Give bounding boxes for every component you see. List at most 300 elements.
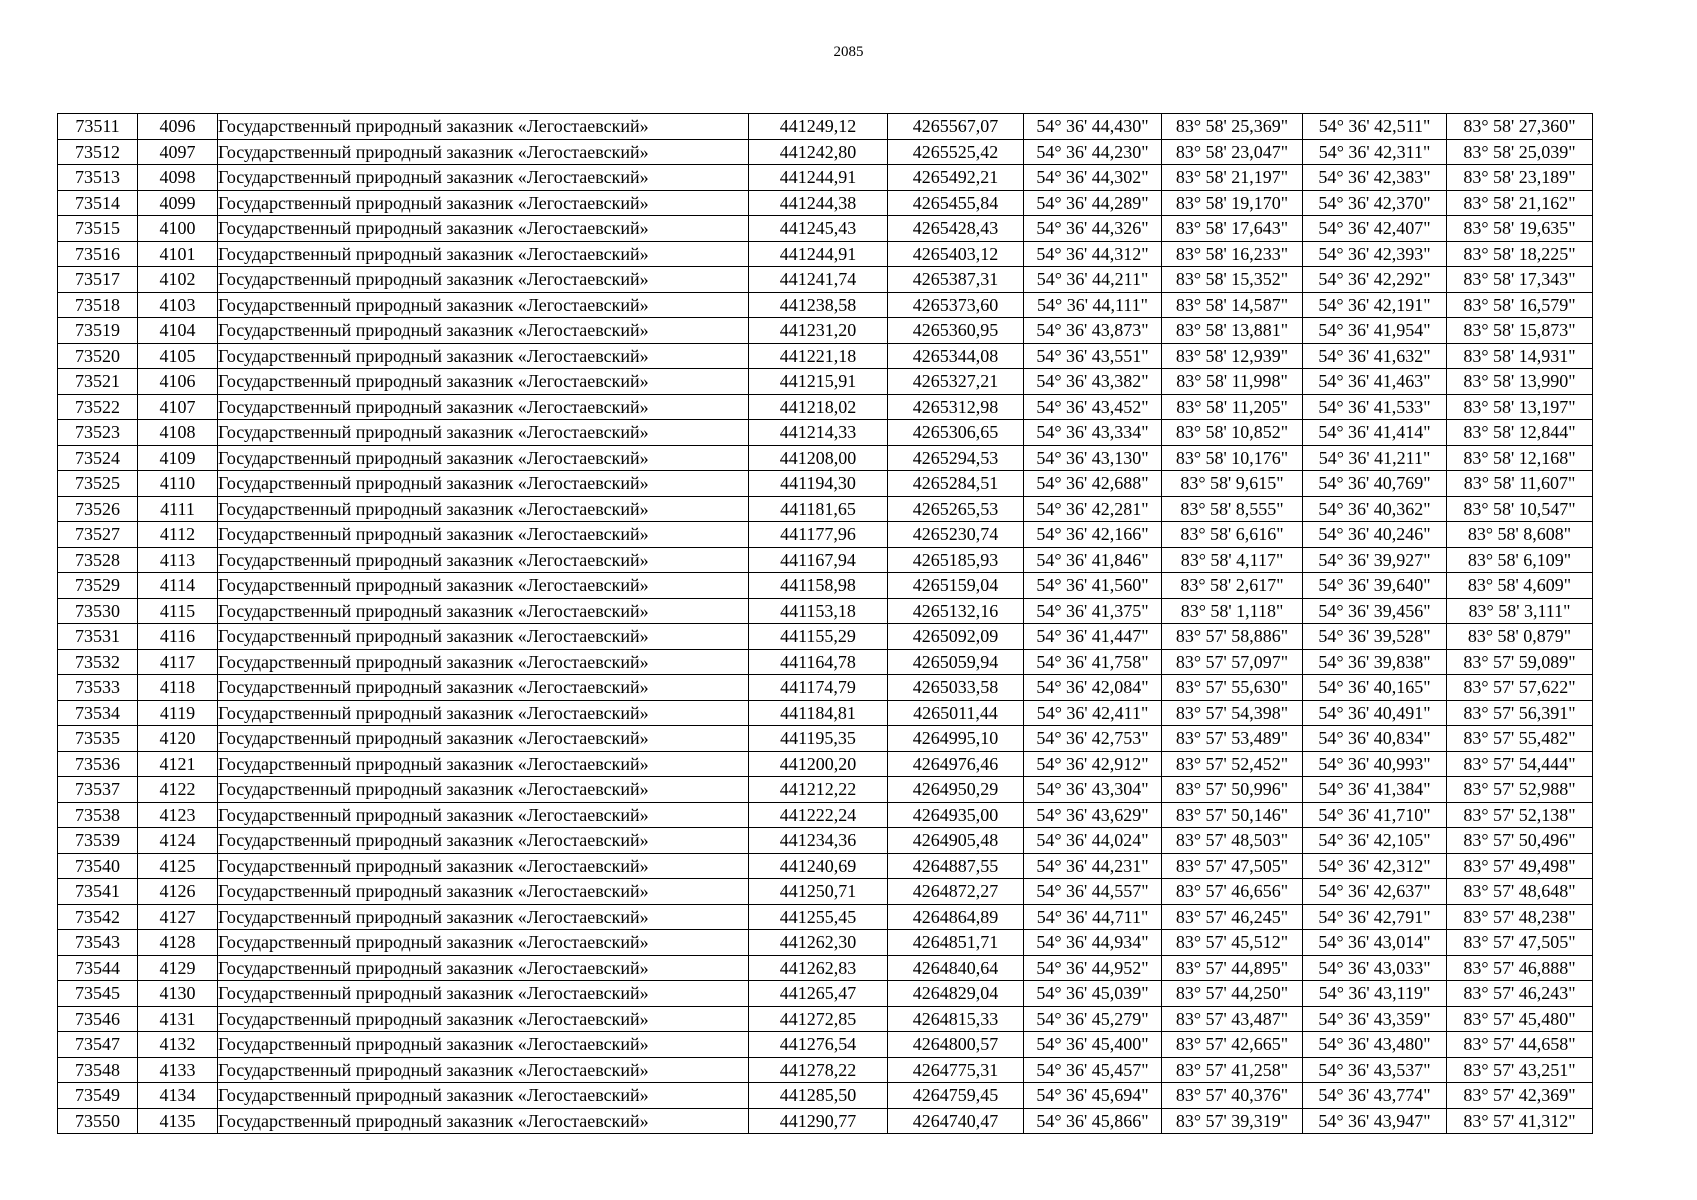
cell-reserve-name: Государственный природный заказник «Легостаевский»	[218, 1108, 749, 1134]
cell-latitude-1: 54° 36' 45,400"	[1024, 1032, 1162, 1058]
cell-longitude-1: 83° 57' 44,895"	[1162, 955, 1303, 981]
cell-longitude-2: 83° 57' 44,658"	[1447, 1032, 1593, 1058]
cell-point-number: 4134	[138, 1083, 218, 1109]
cell-point-number: 4118	[138, 675, 218, 701]
cell-point-number: 4105	[138, 343, 218, 369]
cell-longitude-1: 83° 57' 44,250"	[1162, 981, 1303, 1007]
cell-latitude-2: 54° 36' 40,769"	[1303, 471, 1447, 497]
cell-longitude-1: 83° 57' 55,630"	[1162, 675, 1303, 701]
cell-longitude-2: 83° 58' 23,189"	[1447, 165, 1593, 191]
cell-longitude-1: 83° 58' 25,369"	[1162, 114, 1303, 140]
cell-longitude-1: 83° 58' 10,176"	[1162, 445, 1303, 471]
cell-reserve-name: Государственный природный заказник «Легостаевский»	[218, 624, 749, 650]
cell-point-number: 4133	[138, 1057, 218, 1083]
cell-point-number: 4117	[138, 649, 218, 675]
table-row	[58, 420, 1593, 446]
cell-latitude-2: 54° 36' 40,491"	[1303, 700, 1447, 726]
cell-latitude-1: 54° 36' 43,304"	[1024, 777, 1162, 803]
cell-longitude-2: 83° 57' 43,251"	[1447, 1057, 1593, 1083]
cell-point-number: 4104	[138, 318, 218, 344]
cell-coord-x: 441265,47	[749, 981, 888, 1007]
cell-reserve-name: Государственный природный заказник «Легостаевский»	[218, 981, 749, 1007]
cell-longitude-2: 83° 58' 12,844"	[1447, 420, 1593, 446]
cell-longitude-2: 83° 57' 47,505"	[1447, 930, 1593, 956]
cell-longitude-1: 83° 58' 8,555"	[1162, 496, 1303, 522]
cell-coord-x: 441262,83	[749, 955, 888, 981]
cell-coord-y: 4264851,71	[888, 930, 1024, 956]
cell-coord-x: 441167,94	[749, 547, 888, 573]
cell-latitude-2: 54° 36' 39,528"	[1303, 624, 1447, 650]
cell-point-number: 4108	[138, 420, 218, 446]
cell-coord-y: 4265387,31	[888, 267, 1024, 293]
cell-longitude-2: 83° 57' 46,888"	[1447, 955, 1593, 981]
table-row	[58, 904, 1593, 930]
cell-coord-x: 441249,12	[749, 114, 888, 140]
cell-row-id: 73529	[58, 573, 138, 599]
cell-row-id: 73533	[58, 675, 138, 701]
cell-row-id: 73550	[58, 1108, 138, 1134]
cell-row-id: 73544	[58, 955, 138, 981]
cell-latitude-1: 54° 36' 42,084"	[1024, 675, 1162, 701]
cell-coord-y: 4264950,29	[888, 777, 1024, 803]
cell-latitude-2: 54° 36' 43,359"	[1303, 1006, 1447, 1032]
cell-longitude-2: 83° 58' 13,990"	[1447, 369, 1593, 395]
cell-longitude-1: 83° 58' 17,643"	[1162, 216, 1303, 242]
table-row	[58, 471, 1593, 497]
cell-latitude-2: 54° 36' 39,456"	[1303, 598, 1447, 624]
cell-longitude-1: 83° 57' 52,452"	[1162, 751, 1303, 777]
cell-latitude-1: 54° 36' 44,211"	[1024, 267, 1162, 293]
cell-row-id: 73524	[58, 445, 138, 471]
cell-longitude-2: 83° 58' 6,109"	[1447, 547, 1593, 573]
cell-point-number: 4127	[138, 904, 218, 930]
cell-longitude-1: 83° 58' 14,587"	[1162, 292, 1303, 318]
cell-coord-x: 441241,74	[749, 267, 888, 293]
cell-coord-y: 4265492,21	[888, 165, 1024, 191]
cell-longitude-2: 83° 58' 12,168"	[1447, 445, 1593, 471]
cell-latitude-2: 54° 36' 40,165"	[1303, 675, 1447, 701]
table-row	[58, 675, 1593, 701]
cell-latitude-1: 54° 36' 41,758"	[1024, 649, 1162, 675]
cell-reserve-name: Государственный природный заказник «Легостаевский»	[218, 1083, 749, 1109]
cell-point-number: 4132	[138, 1032, 218, 1058]
table-row	[58, 930, 1593, 956]
table-row	[58, 190, 1593, 216]
cell-longitude-1: 83° 58' 11,205"	[1162, 394, 1303, 420]
cell-coord-x: 441218,02	[749, 394, 888, 420]
cell-coord-x: 441174,79	[749, 675, 888, 701]
cell-point-number: 4131	[138, 1006, 218, 1032]
cell-coord-y: 4265265,53	[888, 496, 1024, 522]
cell-longitude-1: 83° 58' 1,118"	[1162, 598, 1303, 624]
table-row	[58, 547, 1593, 573]
table-row	[58, 598, 1593, 624]
cell-coord-y: 4265455,84	[888, 190, 1024, 216]
cell-latitude-1: 54° 36' 44,711"	[1024, 904, 1162, 930]
cell-coord-y: 4264775,31	[888, 1057, 1024, 1083]
table-row	[58, 1057, 1593, 1083]
cell-coord-x: 441177,96	[749, 522, 888, 548]
cell-row-id: 73547	[58, 1032, 138, 1058]
cell-latitude-2: 54° 36' 42,393"	[1303, 241, 1447, 267]
table-row	[58, 955, 1593, 981]
cell-coord-x: 441234,36	[749, 828, 888, 854]
cell-coord-y: 4264935,00	[888, 802, 1024, 828]
cell-row-id: 73520	[58, 343, 138, 369]
cell-point-number: 4123	[138, 802, 218, 828]
cell-latitude-2: 54° 36' 42,370"	[1303, 190, 1447, 216]
cell-point-number: 4122	[138, 777, 218, 803]
cell-point-number: 4130	[138, 981, 218, 1007]
cell-longitude-2: 83° 57' 54,444"	[1447, 751, 1593, 777]
table-row	[58, 522, 1593, 548]
cell-latitude-1: 54° 36' 44,557"	[1024, 879, 1162, 905]
cell-reserve-name: Государственный природный заказник «Легостаевский»	[218, 165, 749, 191]
cell-coord-x: 441285,50	[749, 1083, 888, 1109]
cell-row-id: 73521	[58, 369, 138, 395]
cell-latitude-2: 54° 36' 42,191"	[1303, 292, 1447, 318]
cell-longitude-1: 83° 57' 43,487"	[1162, 1006, 1303, 1032]
cell-coord-y: 4265525,42	[888, 139, 1024, 165]
cell-point-number: 4109	[138, 445, 218, 471]
cell-latitude-1: 54° 36' 41,560"	[1024, 573, 1162, 599]
table-row	[58, 802, 1593, 828]
table-row	[58, 445, 1593, 471]
cell-longitude-1: 83° 57' 48,503"	[1162, 828, 1303, 854]
cell-coord-y: 4265344,08	[888, 343, 1024, 369]
cell-latitude-2: 54° 36' 42,407"	[1303, 216, 1447, 242]
cell-longitude-2: 83° 57' 41,312"	[1447, 1108, 1593, 1134]
cell-coord-x: 441250,71	[749, 879, 888, 905]
cell-latitude-2: 54° 36' 43,774"	[1303, 1083, 1447, 1109]
cell-reserve-name: Государственный природный заказник «Легостаевский»	[218, 904, 749, 930]
cell-coord-x: 441276,54	[749, 1032, 888, 1058]
cell-longitude-2: 83° 58' 13,197"	[1447, 394, 1593, 420]
cell-coord-x: 441238,58	[749, 292, 888, 318]
cell-latitude-1: 54° 36' 41,375"	[1024, 598, 1162, 624]
cell-coord-x: 441208,00	[749, 445, 888, 471]
cell-longitude-1: 83° 57' 41,258"	[1162, 1057, 1303, 1083]
cell-row-id: 73548	[58, 1057, 138, 1083]
cell-latitude-1: 54° 36' 41,846"	[1024, 547, 1162, 573]
coordinates-table	[57, 113, 1593, 1134]
table-row	[58, 292, 1593, 318]
cell-longitude-2: 83° 57' 57,622"	[1447, 675, 1593, 701]
cell-coord-y: 4265033,58	[888, 675, 1024, 701]
cell-coord-y: 4265011,44	[888, 700, 1024, 726]
cell-longitude-2: 83° 57' 52,988"	[1447, 777, 1593, 803]
cell-longitude-1: 83° 57' 47,505"	[1162, 853, 1303, 879]
cell-row-id: 73538	[58, 802, 138, 828]
table-row	[58, 1083, 1593, 1109]
cell-point-number: 4111	[138, 496, 218, 522]
cell-longitude-1: 83° 58' 19,170"	[1162, 190, 1303, 216]
cell-coord-x: 441240,69	[749, 853, 888, 879]
cell-point-number: 4126	[138, 879, 218, 905]
cell-longitude-2: 83° 57' 52,138"	[1447, 802, 1593, 828]
cell-coord-x: 441244,91	[749, 165, 888, 191]
cell-coord-y: 4265327,21	[888, 369, 1024, 395]
cell-reserve-name: Государственный природный заказник «Легостаевский»	[218, 292, 749, 318]
cell-coord-y: 4265306,65	[888, 420, 1024, 446]
cell-row-id: 73537	[58, 777, 138, 803]
cell-longitude-1: 83° 58' 6,616"	[1162, 522, 1303, 548]
cell-longitude-2: 83° 58' 25,039"	[1447, 139, 1593, 165]
cell-coord-y: 4264905,48	[888, 828, 1024, 854]
cell-reserve-name: Государственный природный заказник «Легостаевский»	[218, 777, 749, 803]
cell-coord-y: 4265159,04	[888, 573, 1024, 599]
cell-reserve-name: Государственный природный заказник «Легостаевский»	[218, 522, 749, 548]
cell-longitude-1: 83° 58' 15,352"	[1162, 267, 1303, 293]
cell-coord-x: 441242,80	[749, 139, 888, 165]
cell-latitude-1: 54° 36' 43,130"	[1024, 445, 1162, 471]
cell-row-id: 73543	[58, 930, 138, 956]
cell-coord-y: 4264840,64	[888, 955, 1024, 981]
table-row	[58, 828, 1593, 854]
table-row	[58, 394, 1593, 420]
cell-coord-x: 441212,22	[749, 777, 888, 803]
cell-longitude-1: 83° 57' 45,512"	[1162, 930, 1303, 956]
cell-latitude-2: 54° 36' 41,954"	[1303, 318, 1447, 344]
cell-point-number: 4103	[138, 292, 218, 318]
cell-point-number: 4102	[138, 267, 218, 293]
table-row	[58, 318, 1593, 344]
cell-coord-x: 441245,43	[749, 216, 888, 242]
table-row	[58, 496, 1593, 522]
cell-latitude-1: 54° 36' 42,281"	[1024, 496, 1162, 522]
cell-latitude-1: 54° 36' 41,447"	[1024, 624, 1162, 650]
cell-point-number: 4099	[138, 190, 218, 216]
cell-latitude-2: 54° 36' 42,105"	[1303, 828, 1447, 854]
cell-coord-y: 4264759,45	[888, 1083, 1024, 1109]
cell-latitude-1: 54° 36' 44,289"	[1024, 190, 1162, 216]
cell-row-id: 73539	[58, 828, 138, 854]
cell-latitude-1: 54° 36' 45,457"	[1024, 1057, 1162, 1083]
cell-coord-x: 441214,33	[749, 420, 888, 446]
cell-coord-x: 441255,45	[749, 904, 888, 930]
cell-longitude-2: 83° 57' 49,498"	[1447, 853, 1593, 879]
cell-latitude-1: 54° 36' 43,629"	[1024, 802, 1162, 828]
cell-latitude-1: 54° 36' 44,230"	[1024, 139, 1162, 165]
cell-row-id: 73518	[58, 292, 138, 318]
cell-latitude-2: 54° 36' 41,384"	[1303, 777, 1447, 803]
cell-coord-y: 4265185,93	[888, 547, 1024, 573]
table-row	[58, 216, 1593, 242]
cell-longitude-1: 83° 57' 39,319"	[1162, 1108, 1303, 1134]
cell-row-id: 73512	[58, 139, 138, 165]
cell-coord-y: 4264829,04	[888, 981, 1024, 1007]
cell-latitude-1: 54° 36' 44,302"	[1024, 165, 1162, 191]
cell-reserve-name: Государственный природный заказник «Легостаевский»	[218, 318, 749, 344]
cell-coord-y: 4264995,10	[888, 726, 1024, 752]
cell-longitude-1: 83° 58' 10,852"	[1162, 420, 1303, 446]
cell-longitude-1: 83° 58' 11,998"	[1162, 369, 1303, 395]
cell-longitude-2: 83° 58' 15,873"	[1447, 318, 1593, 344]
table-row	[58, 165, 1593, 191]
cell-coord-x: 441244,38	[749, 190, 888, 216]
cell-longitude-1: 83° 57' 57,097"	[1162, 649, 1303, 675]
cell-latitude-2: 54° 36' 42,511"	[1303, 114, 1447, 140]
cell-reserve-name: Государственный природный заказник «Легостаевский»	[218, 547, 749, 573]
cell-point-number: 4115	[138, 598, 218, 624]
cell-coord-y: 4265059,94	[888, 649, 1024, 675]
cell-latitude-2: 54° 36' 41,211"	[1303, 445, 1447, 471]
cell-latitude-2: 54° 36' 43,014"	[1303, 930, 1447, 956]
cell-latitude-1: 54° 36' 42,166"	[1024, 522, 1162, 548]
cell-reserve-name: Государственный природный заказник «Легостаевский»	[218, 216, 749, 242]
cell-latitude-2: 54° 36' 39,927"	[1303, 547, 1447, 573]
cell-reserve-name: Государственный природный заказник «Легостаевский»	[218, 930, 749, 956]
cell-longitude-2: 83° 58' 18,225"	[1447, 241, 1593, 267]
cell-latitude-2: 54° 36' 42,311"	[1303, 139, 1447, 165]
table-row	[58, 573, 1593, 599]
table-row	[58, 1108, 1593, 1134]
cell-longitude-2: 83° 57' 59,089"	[1447, 649, 1593, 675]
cell-longitude-2: 83° 57' 56,391"	[1447, 700, 1593, 726]
cell-longitude-2: 83° 58' 19,635"	[1447, 216, 1593, 242]
cell-longitude-2: 83° 58' 11,607"	[1447, 471, 1593, 497]
cell-reserve-name: Государственный природный заказник «Легостаевский»	[218, 573, 749, 599]
cell-latitude-1: 54° 36' 44,111"	[1024, 292, 1162, 318]
cell-row-id: 73546	[58, 1006, 138, 1032]
cell-latitude-1: 54° 36' 45,279"	[1024, 1006, 1162, 1032]
cell-row-id: 73511	[58, 114, 138, 140]
cell-coord-x: 441244,91	[749, 241, 888, 267]
cell-coord-y: 4264815,33	[888, 1006, 1024, 1032]
cell-coord-x: 441200,20	[749, 751, 888, 777]
cell-point-number: 4113	[138, 547, 218, 573]
cell-point-number: 4107	[138, 394, 218, 420]
cell-latitude-2: 54° 36' 42,312"	[1303, 853, 1447, 879]
cell-latitude-2: 54° 36' 43,119"	[1303, 981, 1447, 1007]
cell-latitude-1: 54° 36' 45,694"	[1024, 1083, 1162, 1109]
cell-longitude-2: 83° 58' 27,360"	[1447, 114, 1593, 140]
cell-reserve-name: Государственный природный заказник «Легостаевский»	[218, 955, 749, 981]
table-row	[58, 624, 1593, 650]
table-row	[58, 649, 1593, 675]
cell-reserve-name: Государственный природный заказник «Легостаевский»	[218, 1057, 749, 1083]
cell-latitude-2: 54° 36' 42,791"	[1303, 904, 1447, 930]
cell-longitude-2: 83° 57' 48,648"	[1447, 879, 1593, 905]
cell-longitude-1: 83° 57' 50,146"	[1162, 802, 1303, 828]
cell-point-number: 4112	[138, 522, 218, 548]
cell-longitude-2: 83° 58' 0,879"	[1447, 624, 1593, 650]
cell-latitude-2: 54° 36' 40,246"	[1303, 522, 1447, 548]
cell-row-id: 73514	[58, 190, 138, 216]
cell-latitude-2: 54° 36' 40,834"	[1303, 726, 1447, 752]
table-row	[58, 751, 1593, 777]
cell-coord-y: 4265284,51	[888, 471, 1024, 497]
cell-latitude-2: 54° 36' 39,838"	[1303, 649, 1447, 675]
cell-point-number: 4116	[138, 624, 218, 650]
table-row	[58, 139, 1593, 165]
table-row	[58, 1006, 1593, 1032]
cell-latitude-2: 54° 36' 43,537"	[1303, 1057, 1447, 1083]
cell-reserve-name: Государственный природный заказник «Легостаевский»	[218, 1032, 749, 1058]
cell-reserve-name: Государственный природный заказник «Легостаевский»	[218, 726, 749, 752]
cell-coord-x: 441278,22	[749, 1057, 888, 1083]
cell-latitude-1: 54° 36' 42,753"	[1024, 726, 1162, 752]
cell-latitude-1: 54° 36' 43,873"	[1024, 318, 1162, 344]
cell-latitude-2: 54° 36' 42,637"	[1303, 879, 1447, 905]
cell-reserve-name: Государственный природный заказник «Легостаевский»	[218, 471, 749, 497]
cell-point-number: 4124	[138, 828, 218, 854]
cell-coord-x: 441155,29	[749, 624, 888, 650]
cell-reserve-name: Государственный природный заказник «Легостаевский»	[218, 649, 749, 675]
cell-reserve-name: Государственный природный заказник «Легостаевский»	[218, 879, 749, 905]
cell-coord-x: 441262,30	[749, 930, 888, 956]
cell-reserve-name: Государственный природный заказник «Легостаевский»	[218, 343, 749, 369]
cell-reserve-name: Государственный природный заказник «Легостаевский»	[218, 700, 749, 726]
cell-coord-x: 441164,78	[749, 649, 888, 675]
cell-point-number: 4121	[138, 751, 218, 777]
cell-reserve-name: Государственный природный заказник «Легостаевский»	[218, 190, 749, 216]
cell-latitude-2: 54° 36' 41,414"	[1303, 420, 1447, 446]
cell-longitude-1: 83° 57' 42,665"	[1162, 1032, 1303, 1058]
cell-point-number: 4098	[138, 165, 218, 191]
cell-coord-y: 4265312,98	[888, 394, 1024, 420]
cell-coord-y: 4265294,53	[888, 445, 1024, 471]
cell-coord-y: 4264872,27	[888, 879, 1024, 905]
cell-row-id: 73528	[58, 547, 138, 573]
cell-row-id: 73517	[58, 267, 138, 293]
cell-coord-y: 4265092,09	[888, 624, 1024, 650]
cell-latitude-2: 54° 36' 40,993"	[1303, 751, 1447, 777]
table-row	[58, 853, 1593, 879]
table-row	[58, 343, 1593, 369]
cell-coord-y: 4265403,12	[888, 241, 1024, 267]
cell-longitude-1: 83° 58' 23,047"	[1162, 139, 1303, 165]
cell-latitude-1: 54° 36' 45,866"	[1024, 1108, 1162, 1134]
cell-latitude-2: 54° 36' 40,362"	[1303, 496, 1447, 522]
cell-latitude-2: 54° 36' 41,463"	[1303, 369, 1447, 395]
cell-longitude-2: 83° 57' 46,243"	[1447, 981, 1593, 1007]
cell-longitude-2: 83° 58' 16,579"	[1447, 292, 1593, 318]
cell-point-number: 4119	[138, 700, 218, 726]
cell-coord-y: 4265373,60	[888, 292, 1024, 318]
cell-longitude-2: 83° 57' 48,238"	[1447, 904, 1593, 930]
cell-latitude-1: 54° 36' 44,231"	[1024, 853, 1162, 879]
cell-latitude-2: 54° 36' 43,947"	[1303, 1108, 1447, 1134]
cell-point-number: 4106	[138, 369, 218, 395]
cell-longitude-2: 83° 57' 50,496"	[1447, 828, 1593, 854]
cell-longitude-1: 83° 58' 12,939"	[1162, 343, 1303, 369]
cell-coord-x: 441194,30	[749, 471, 888, 497]
cell-coord-y: 4264976,46	[888, 751, 1024, 777]
cell-row-id: 73535	[58, 726, 138, 752]
page-number: 2085	[833, 44, 864, 60]
cell-reserve-name: Государственный природный заказник «Легостаевский»	[218, 802, 749, 828]
cell-longitude-1: 83° 58' 16,233"	[1162, 241, 1303, 267]
cell-point-number: 4125	[138, 853, 218, 879]
cell-latitude-1: 54° 36' 43,551"	[1024, 343, 1162, 369]
cell-coord-y: 4265230,74	[888, 522, 1024, 548]
cell-latitude-1: 54° 36' 45,039"	[1024, 981, 1162, 1007]
cell-longitude-1: 83° 57' 40,376"	[1162, 1083, 1303, 1109]
cell-longitude-2: 83° 58' 3,111"	[1447, 598, 1593, 624]
cell-row-id: 73526	[58, 496, 138, 522]
table-row	[58, 981, 1593, 1007]
cell-row-id: 73513	[58, 165, 138, 191]
cell-longitude-2: 83° 57' 55,482"	[1447, 726, 1593, 752]
cell-latitude-1: 54° 36' 44,952"	[1024, 955, 1162, 981]
cell-reserve-name: Государственный природный заказник «Легостаевский»	[218, 496, 749, 522]
cell-longitude-1: 83° 58' 13,881"	[1162, 318, 1303, 344]
cell-longitude-1: 83° 57' 46,656"	[1162, 879, 1303, 905]
cell-reserve-name: Государственный природный заказник «Легостаевский»	[218, 139, 749, 165]
cell-point-number: 4110	[138, 471, 218, 497]
cell-point-number: 4097	[138, 139, 218, 165]
